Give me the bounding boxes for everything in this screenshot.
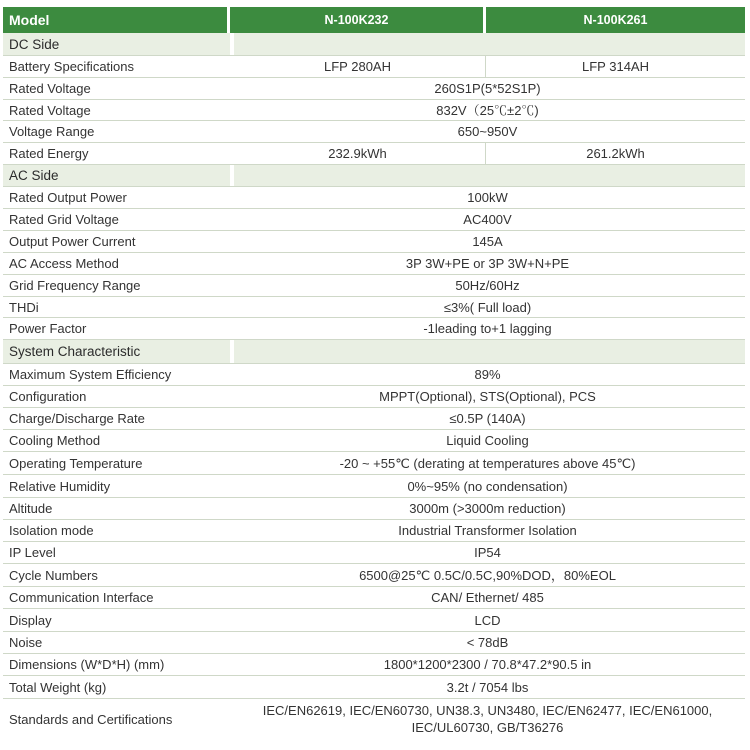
spec-label: Display <box>9 612 52 628</box>
spec-value: 232.9kWh <box>230 143 486 164</box>
spec-value: ≤3%( Full load) <box>443 299 532 315</box>
spec-value: 650~950V <box>457 124 518 139</box>
spec-value: CAN/ Ethernet/ 485 <box>431 590 544 605</box>
spec-value: 0%~95% (no condensation) <box>407 478 568 494</box>
table-row <box>3 78 745 100</box>
spec-label: IP Level <box>9 545 56 560</box>
spec-label: Voltage Range <box>9 124 95 139</box>
spec-value: 3000m (>3000m reduction) <box>409 501 566 516</box>
spec-label: Rated Output Power <box>9 190 127 205</box>
spec-label: THDi <box>9 299 39 315</box>
spec-value: IP54 <box>474 545 501 560</box>
spec-label: Grid Frequency Range <box>9 278 141 293</box>
spec-value: LCD <box>474 612 501 628</box>
model-column-header: N-100K261 <box>486 7 745 33</box>
spec-label: Charge/Discharge Rate <box>9 411 145 426</box>
spec-label: Rated Grid Voltage <box>9 212 119 227</box>
table-row <box>3 209 745 231</box>
spec-value: ≤0.5P (140A) <box>449 411 526 426</box>
spec-label: Rated Voltage <box>9 81 91 96</box>
table-row <box>3 408 745 430</box>
spec-label: AC Access Method <box>9 256 119 271</box>
spec-value: 6500@25℃ 0.5C/0.5C,90%DOD，80%EOL <box>359 567 616 583</box>
spec-value: Industrial Transformer Isolation <box>398 523 577 538</box>
spec-value: 832V（25℃±2℃) <box>436 102 539 118</box>
spec-label: Output Power Current <box>9 234 136 249</box>
spec-label: Cooling Method <box>9 433 101 448</box>
spec-value: -1leading to+1 lagging <box>423 321 552 336</box>
spec-value: Liquid Cooling <box>446 433 529 448</box>
spec-value: 145A <box>472 234 503 249</box>
table-row <box>3 654 745 676</box>
spec-label: Maximum System Efficiency <box>9 367 172 382</box>
spec-value: -20 ~ +55℃ (derating at temperatures above 45℃) <box>339 455 636 471</box>
spec-label: Rated Voltage <box>9 102 91 118</box>
model-header-label: Model <box>3 7 230 33</box>
table-row <box>3 231 745 253</box>
table-row <box>3 676 745 699</box>
table-row <box>3 187 745 209</box>
table-row <box>3 297 745 318</box>
section-header-dc <box>3 33 745 56</box>
spec-label: Power Factor <box>9 321 87 336</box>
spec-label: Operating Temperature <box>9 455 143 471</box>
table-row <box>3 318 745 340</box>
spec-value: 261.2kWh <box>586 146 645 161</box>
spec-value: LFP 280AH <box>230 56 486 77</box>
table-row <box>3 498 745 520</box>
spec-label: Cycle Numbers <box>9 567 98 583</box>
spec-value: 3P 3W+PE or 3P 3W+N+PE <box>405 256 570 271</box>
table-row <box>3 564 745 587</box>
table-row <box>3 253 745 275</box>
spec-value: 3.2t / 7054 lbs <box>446 679 529 695</box>
spec-value: 1800*1200*2300 / 70.8*47.2*90.5 in <box>383 657 592 672</box>
section-header-system <box>3 340 745 364</box>
table-row <box>3 475 745 498</box>
spec-value: < 78dB <box>466 635 509 650</box>
spec-label: Communication Interface <box>9 590 154 605</box>
spec-label: Total Weight (kg) <box>9 679 107 695</box>
table-row <box>3 699 745 739</box>
spec-value: AC400V <box>463 212 512 227</box>
section-title: AC Side <box>3 165 230 186</box>
table-row <box>3 143 745 165</box>
section-title: DC Side <box>3 33 230 55</box>
table-row <box>3 121 745 143</box>
spec-label: Isolation mode <box>9 523 94 538</box>
table-row <box>3 386 745 408</box>
section-header-ac <box>3 165 745 187</box>
spec-label: Noise <box>9 635 43 650</box>
spec-value: LFP 314AH <box>582 59 649 74</box>
spec-label: Standards and Certifications <box>9 711 173 727</box>
spec-label: Dimensions (W*D*H) (mm) <box>9 657 165 672</box>
spec-value: MPPT(Optional), STS(Optional), PCS <box>379 389 596 404</box>
section-title: System Characteristic <box>3 340 230 363</box>
table-row <box>3 100 745 121</box>
table-row <box>3 430 745 452</box>
table-row <box>3 587 745 609</box>
model-column-header: N-100K232 <box>230 7 486 33</box>
table-row <box>3 275 745 297</box>
spec-label: Configuration <box>9 389 87 404</box>
table-header <box>3 7 745 33</box>
spec-value: 100kW <box>467 190 508 205</box>
table-row <box>3 56 745 78</box>
spec-value: 260S1P(5*52S1P) <box>434 81 541 96</box>
table-row <box>3 364 745 386</box>
table-row <box>3 542 745 564</box>
spec-label: Altitude <box>9 501 53 516</box>
spec-value: 89% <box>474 367 501 382</box>
table-row <box>3 609 745 632</box>
spec-table <box>3 7 745 739</box>
spec-value: 50Hz/60Hz <box>455 278 520 293</box>
table-row <box>3 452 745 475</box>
table-row <box>3 632 745 654</box>
spec-value: IEC/EN62619, IEC/EN60730, UN38.3, UN3480, IEC/EN62477, IEC/EN61000, IEC/UL60730, GB/T36276 <box>262 703 713 735</box>
spec-label: Battery Specifications <box>9 59 135 74</box>
table-row <box>3 520 745 542</box>
spec-label: Rated Energy <box>9 146 89 161</box>
spec-label: Relative Humidity <box>9 478 111 494</box>
